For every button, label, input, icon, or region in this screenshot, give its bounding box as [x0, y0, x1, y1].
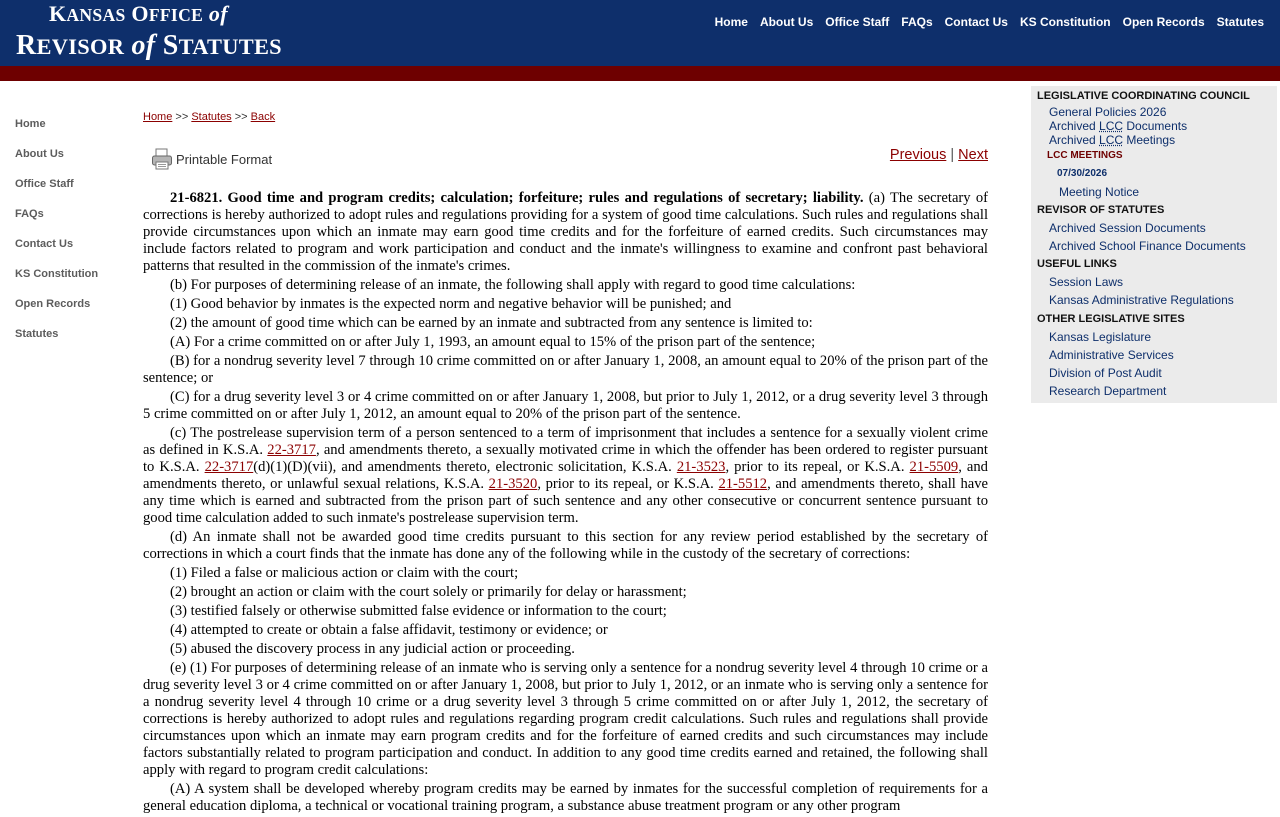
statute-paragraph: (2) brought an action or claim with the court solely or primarily for delay or harassment;: [170, 584, 687, 600]
topnav-office-staff[interactable]: Office Staff: [825, 15, 890, 29]
statute-link-21-3520[interactable]: 21-3520: [488, 476, 538, 492]
prev-next-navigation: [890, 147, 988, 163]
statute-paragraph: (d) An inmate shall not be awarded good time credits pursuant to this section for any review period established by the secretary of corrections in which a court finds that the inmate has done any of the following while in the custody of the secretary of corrections:: [143, 529, 988, 562]
sidebar-link-general-policies[interactable]: General Policies 2026: [1049, 105, 1167, 119]
site-logo-line-1[interactable]: KANSAS OFFICE of: [49, 1, 228, 26]
breadcrumb-separator: >>: [234, 111, 248, 123]
sidebar-link-archived-lcc-meetings[interactable]: Archived LCC Meetings: [1049, 133, 1176, 147]
leftnav-contact-us[interactable]: Contact Us: [15, 238, 74, 250]
sidebar-link-archived-session-documents[interactable]: Archived Session Documents: [1049, 221, 1206, 235]
topnav-contact-us[interactable]: Contact Us: [944, 15, 1008, 29]
sidebar-heading-other-sites: OTHER LEGISLATIVE SITES: [1037, 313, 1185, 325]
sidebar-link-administrative-services[interactable]: Administrative Services: [1049, 348, 1174, 362]
statute-paragraph: (1) Good behavior by inmates is the expected norm and negative behavior will be punished; and: [170, 296, 732, 312]
sidebar-link-archived-school-finance[interactable]: Archived School Finance Documents: [1049, 239, 1246, 253]
statute-paragraph: (A) For a crime committed on or after July 1, 1993, an amount equal to 15% of the prison part of the sentence;: [170, 334, 816, 350]
statute-paragraph-c: (c) The postrelease supervision term of a person sentenced to a term of imprisonment that includes a sentence for a sexually violent crime as defined in K.S.A. 22-3717, and amendments thereto, a sexually motivated crime in which the offender has been ordered to register pursuant to K.S.A. 22-3717(d)(1)(D)(vii), and amendments thereto, electronic solicitation, K.S.A. 21-3523, prior to its repeal, or K.S.A. 21-5509, and amendments thereto, or unlawful sexual relations, K.S.A. 21-3520, prior to its repeal, or K.S.A. 21-5512, and amendments thereto, shall have any time which is earned and subtracted from the prison part of such sentence and any other consecutive or concurrent sentence pursuant to good time calculation added to such inmate's postrelease supervision term.: [143, 425, 988, 526]
sidebar-link-kansas-legislature[interactable]: Kansas Legislature: [1049, 330, 1152, 344]
leftnav-office-staff[interactable]: Office Staff: [15, 178, 74, 190]
statute-link-21-5512[interactable]: 21-5512: [718, 476, 768, 492]
sidebar-heading-revisor: REVISOR OF STATUTES: [1037, 204, 1165, 216]
sidebar-link-archived-lcc-documents[interactable]: Archived LCC Documents: [1049, 119, 1188, 133]
breadcrumb-statutes[interactable]: Statutes: [191, 111, 232, 123]
site-logo-line-2[interactable]: REVISOR of STATUTES: [16, 30, 282, 61]
statute-paragraph: (2) the amount of good time which can be earned by an inmate and subtracted from any sentence is limited to:: [170, 315, 813, 331]
next-link[interactable]: Next: [958, 147, 988, 163]
statute-paragraph: (4) attempted to create or obtain a false affidavit, testimony or evidence; or: [170, 622, 608, 638]
site-header: [0, 0, 1280, 66]
statute-paragraph: (B) for a nondrug severity level 7 through 10 crime committed on or after January 1, 2008, an amount equal to 20% of the prison part of the sentence; or: [143, 353, 988, 386]
topnav-statutes[interactable]: Statutes: [1216, 15, 1264, 29]
statute-heading: 21-6821. Good time and program credits; calculation; forfeiture; rules and regulations of secretary; liability.: [170, 190, 864, 206]
topnav-open-records[interactable]: Open Records: [1122, 15, 1205, 29]
statute-paragraph: (C) for a drug severity level 3 or 4 crime committed on or after January 1, 2008, but prior to July 1, 2012, or a drug severity level 3 through 5 crime committed on or after July 1, 2012, an amount equal to 20% of the prison part of the sentence.: [143, 389, 988, 422]
breadcrumb-home[interactable]: Home: [143, 111, 173, 123]
leftnav-ks-constitution[interactable]: KS Constitution: [15, 268, 99, 280]
previous-link[interactable]: Previous: [889, 147, 947, 163]
statute-paragraph-a: 21-6821. Good time and program credits; calculation; forfeiture; rules and regulations of secretary; liability. (a) The secretary of corrections is hereby authorized to adopt rules and regulations providing for a system of good time calculations. Such rules and regulations shall provide circumstances upon which an inmate may earn good time credits and for the forfeiture of earned credits. Such circumstances may include factors related to program and work participation and conduct and the inmate's willingness to examine and confront past behavioral patterns that resulted in the commission of the inmate's crimes.: [143, 190, 988, 274]
sidebar-link-session-laws[interactable]: Session Laws: [1049, 275, 1124, 289]
statute-link-22-3717[interactable]: 22-3717: [204, 459, 254, 475]
statute-paragraph: (b) For purposes of determining release of an inmate, the following shall apply with regard to good time calculations:: [170, 277, 856, 293]
breadcrumb-separator: >>: [175, 111, 189, 123]
sidebar-link-meeting-notice[interactable]: Meeting Notice: [1059, 185, 1140, 199]
printer-icon: [151, 148, 173, 170]
topnav-about-us[interactable]: About Us: [759, 15, 814, 29]
statute-paragraph: (A) A system shall be developed whereby program credits may be earned by inmates for the successful completion of requirements for a general education diploma, a technical or vocational training program, a substance abuse treatment program or any other program: [143, 781, 988, 814]
printable-format-link[interactable]: [151, 148, 272, 170]
topnav-home[interactable]: Home: [714, 15, 748, 29]
statute-text: [143, 190, 988, 817]
prev-next-separator: |: [950, 147, 955, 163]
breadcrumb: [143, 111, 275, 123]
statute-paragraph: (e) (1) For purposes of determining release of an inmate who is serving only a sentence for a nondrug severity level 4 through 10 crime or a drug severity level 3 or 4 crime committed on or after January 1, 2008, but prior to July 1, 2012, or an inmate who is serving only a sentence for a nondrug severity level 4 through 10 crime or a drug severity level 3 through 5 crime committed on or after July 1, 2012, the secretary of corrections is hereby authorized to adopt rules and regulations regarding program credit calculations. Such rules and regulations shall provide circumstances upon which an inmate may earn program credits and for the forfeiture of earned credits and such circumstances may include factors substantially related to program participation and conduct. In addition to any good time credits earned and retained, the following shall apply with regard to program credit calculations:: [143, 660, 988, 778]
topnav-faqs[interactable]: FAQs: [901, 15, 933, 29]
sidebar-link-division-of-post-audit[interactable]: Division of Post Audit: [1049, 366, 1162, 380]
statute-paragraph: (3) testified falsely or otherwise submitted false evidence or information to the court;: [170, 603, 667, 619]
sidebar-subheading-lcc-meetings: LCC MEETINGS: [1047, 150, 1123, 161]
top-navigation: [703, 15, 1264, 29]
statute-link-21-5509[interactable]: 21-5509: [909, 459, 959, 475]
statute-paragraph: (5) abused the discovery process in any judicial action or proceeding.: [170, 641, 575, 657]
sidebar-meeting-date: 07/30/2026: [1057, 168, 1108, 179]
statute-link-21-3523[interactable]: 21-3523: [676, 459, 726, 475]
sidebar-heading-lcc: LEGISLATIVE COORDINATING COUNCIL: [1037, 90, 1250, 102]
header-accent-bar: [0, 66, 1280, 81]
topnav-ks-constitution[interactable]: KS Constitution: [1019, 15, 1111, 29]
breadcrumb-back[interactable]: Back: [250, 111, 276, 123]
sidebar-link-kansas-admin-regulations[interactable]: Kansas Administrative Regulations: [1049, 293, 1234, 307]
statute-paragraph: (1) Filed a false or malicious action or claim with the court;: [170, 565, 519, 581]
leftnav-faqs[interactable]: FAQs: [15, 208, 44, 220]
leftnav-home[interactable]: Home: [15, 118, 46, 130]
statute-link-22-3717[interactable]: 22-3717: [267, 442, 316, 458]
leftnav-about-us[interactable]: About Us: [15, 148, 64, 160]
sidebar-heading-useful-links: USEFUL LINKS: [1037, 258, 1117, 270]
printable-format-label: Printable Format: [176, 151, 273, 167]
sidebar-link-research-department[interactable]: Research Department: [1049, 384, 1167, 398]
leftnav-statutes[interactable]: Statutes: [15, 328, 59, 340]
right-sidebar: [1031, 86, 1277, 403]
left-navigation: [15, 118, 98, 358]
leftnav-open-records[interactable]: Open Records: [15, 298, 91, 310]
